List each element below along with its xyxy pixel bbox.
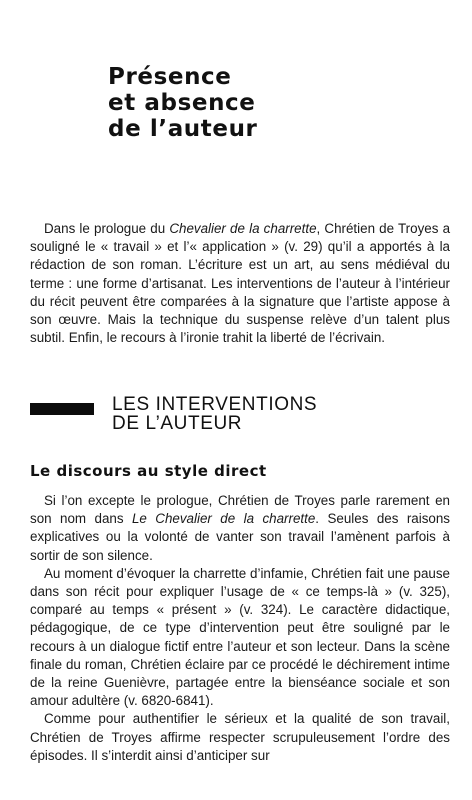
section-title xyxy=(112,395,317,433)
section-heading xyxy=(30,395,450,439)
page-title-line-3: de l’auteur xyxy=(108,116,258,142)
section-title-line-1: LES INTERVENTIONS xyxy=(112,394,318,415)
page-title-line-1: Présence xyxy=(108,64,232,90)
page-title-line-2: et absence xyxy=(108,90,256,116)
intro-text-start: Dans le prologue du xyxy=(44,221,170,236)
subsection-title: Le discours au style direct xyxy=(30,462,267,480)
paragraph-1-work-title: Le Chevalier de la charrette xyxy=(131,511,316,527)
paragraph-3: Comme pour authentifier le sérieux et la qualité de son travail, Chrétien de Troyes affirme respecter scrupuleusement l’ordre des épisodes. Il s’interdit ainsi d’anticiper sur xyxy=(30,711,450,763)
paragraph-1 xyxy=(30,492,450,565)
page-title xyxy=(108,64,258,142)
paragraph-2: Au moment d’évoquer la charrette d’infamie, Chrétien fait une pause dans son récit pour expliquer l’usage de « ce temps-là » (v. 325), comparé au temps « présent » (v. 324). Le caractère didactique, pédagogique, de ce type d’intervention peut être souligné par le recours à un dialogue fictif entre l’auteur et son lecteur. Dans la scène finale du roman, Chrétien éclaire par ce procédé le déchirement intime de la reine Guenièvre, partagée entre la bienséance sociale et son amour adultère (v. 6820-6841). xyxy=(30,565,450,709)
paragraph-1-end: . Seules des raisons explicatives ou la volonté de vanter son travail l’amènent parfois à sortir de son silence. xyxy=(30,511,450,563)
intro-paragraph xyxy=(30,220,450,347)
section-marker-bar xyxy=(30,403,94,415)
intro-work-title: Chevalier de la charrette xyxy=(169,221,317,236)
body-text xyxy=(30,492,450,765)
intro-text-end: , Chrétien de Troyes a souligné le « travail » et l’« application » (v. 29) qu’il a apportés à la rédaction de son roman. L’écriture est un art, au sens médiéval du terme : une forme d’artisanat. Les interventions de l’auteur à l’intérieur du récit peuvent être comparées à la signature que l’artiste appose à son œuvre. Mais la technique du suspense relève d’un talent plus subtil. Enfin, le recours à l’ironie trahit la liberté de l’écrivain. xyxy=(30,221,451,346)
paragraph-1-start: Si l’on excepte le prologue, Chrétien de Troyes parle rarement en son nom dans xyxy=(30,493,450,527)
section-title-line-2: DE L’AUTEUR xyxy=(112,413,243,434)
